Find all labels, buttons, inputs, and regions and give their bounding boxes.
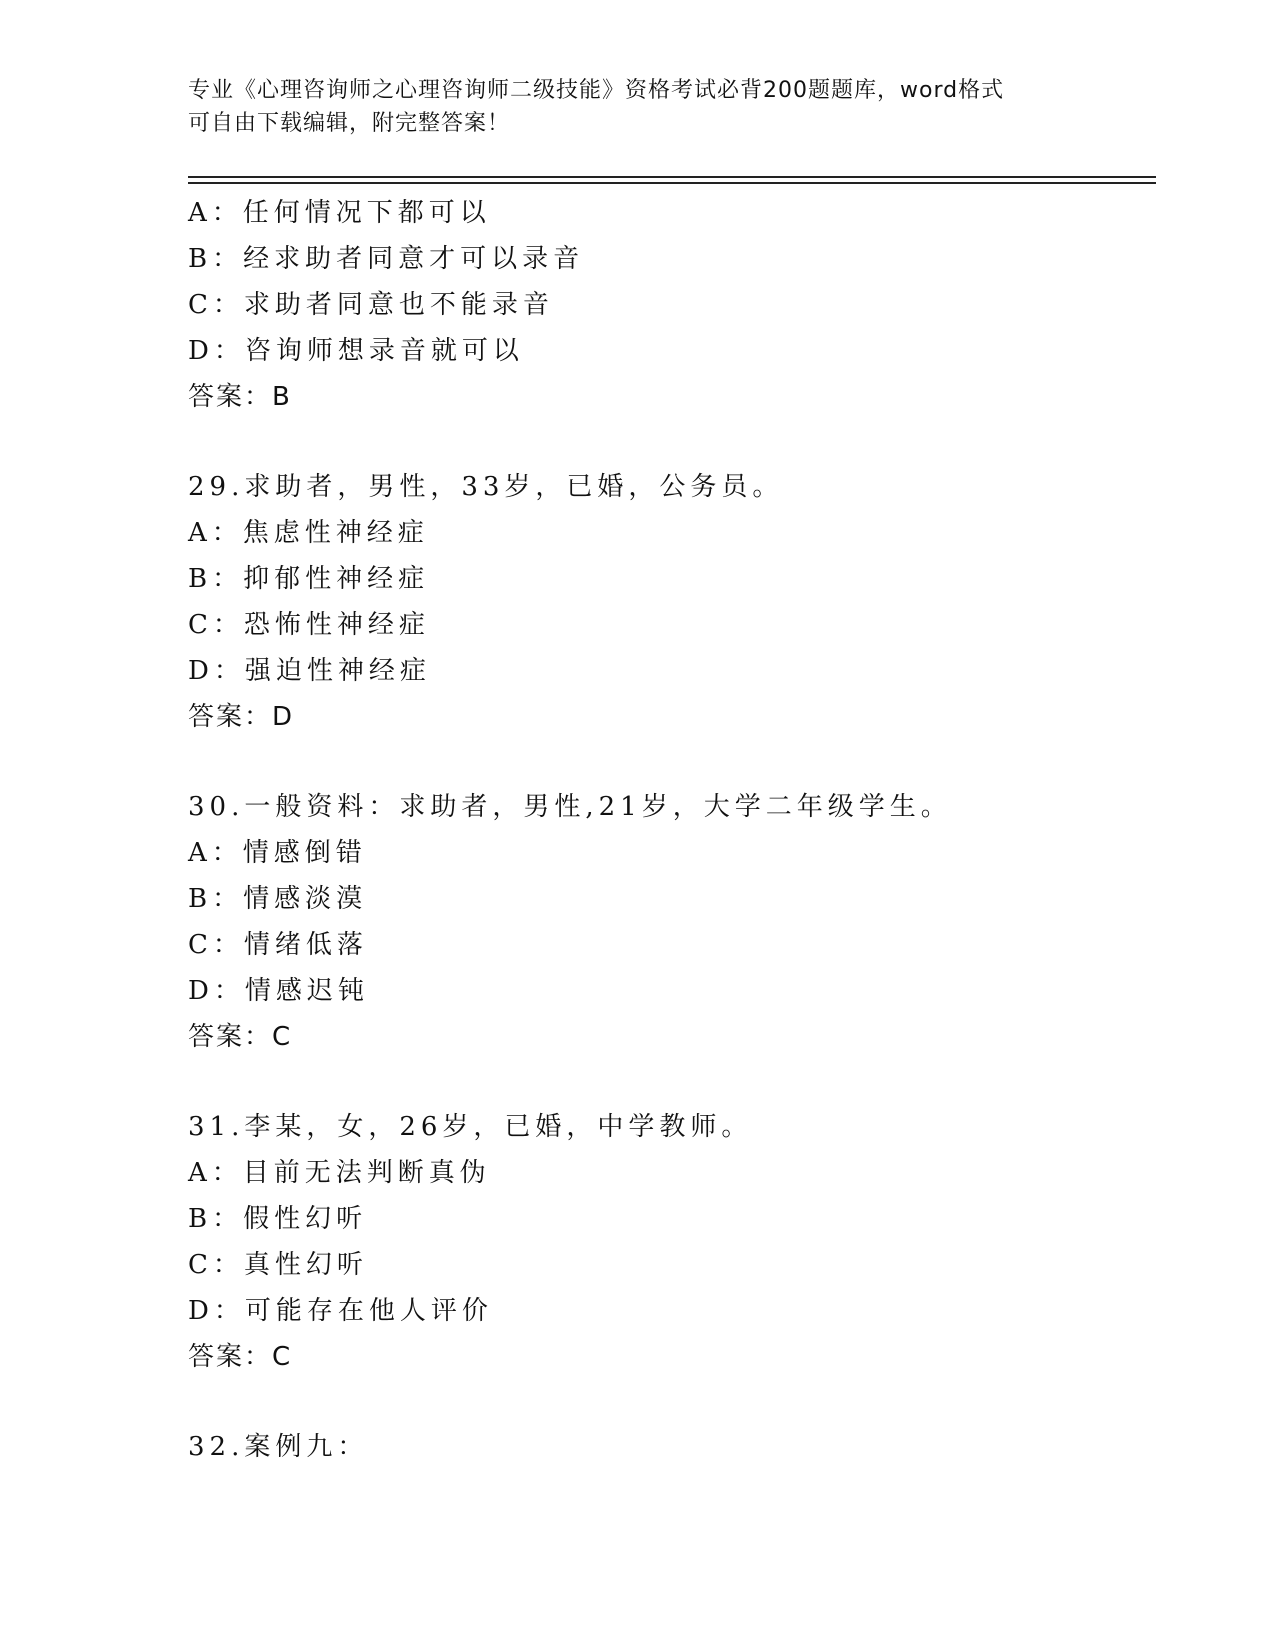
option-a: A：情感倒错 — [188, 838, 367, 868]
option-b: B：抑郁性神经症 — [188, 564, 430, 594]
question-spacer — [188, 1060, 1148, 1104]
option-b: B：情感淡漠 — [188, 884, 368, 914]
question-31 — [188, 1104, 1148, 1380]
option-c: C：恐怖性神经症 — [188, 610, 430, 640]
option-a: A：目前无法判断真伪 — [188, 1158, 491, 1188]
option-d: D：强迫性神经症 — [188, 656, 431, 686]
question-spacer — [188, 420, 1148, 464]
question-32 — [188, 1424, 1148, 1470]
question-stem: 32.案例九： — [188, 1432, 369, 1462]
option-d: D：可能存在他人评价 — [188, 1296, 493, 1326]
header-line-2: 可自由下载编辑，附完整答案！ — [188, 111, 511, 136]
question-29 — [188, 464, 1148, 740]
answer-label: 答案：D — [188, 702, 295, 732]
option-b: B：假性幻听 — [188, 1204, 368, 1234]
question-spacer — [188, 1380, 1148, 1424]
option-d: D：情感迟钝 — [188, 976, 369, 1006]
question-list — [188, 190, 1148, 1470]
option-b: B：经求助者同意才可以录音 — [188, 244, 585, 274]
question-28 — [188, 190, 1148, 420]
option-a: A：任何情况下都可以 — [188, 198, 491, 228]
header-divider-bottom — [188, 182, 1156, 184]
question-stem: 29.求助者，男性，33岁，已婚，公务员。 — [188, 472, 784, 502]
option-a: A：焦虑性神经症 — [188, 518, 429, 548]
document-header — [188, 74, 1088, 140]
header-line-1: 专业《心理咨询师之心理咨询师二级技能》资格考试必背200题题库，word格式 — [188, 78, 1005, 103]
header-divider-top — [188, 176, 1156, 178]
answer-label: 答案：C — [188, 1342, 293, 1372]
option-c: C：真性幻听 — [188, 1250, 368, 1280]
option-d: D：咨询师想录音就可以 — [188, 336, 524, 366]
option-c: C：求助者同意也不能录音 — [188, 290, 554, 320]
answer-label: 答案：C — [188, 1022, 293, 1052]
answer-label: 答案：B — [188, 382, 292, 412]
option-c: C：情绪低落 — [188, 930, 368, 960]
question-spacer — [188, 740, 1148, 784]
question-stem: 30.一般资料：求助者，男性,21岁，大学二年级学生。 — [188, 792, 952, 822]
question-30 — [188, 784, 1148, 1060]
question-stem: 31.李某，女，26岁，已婚，中学教师。 — [188, 1112, 753, 1142]
